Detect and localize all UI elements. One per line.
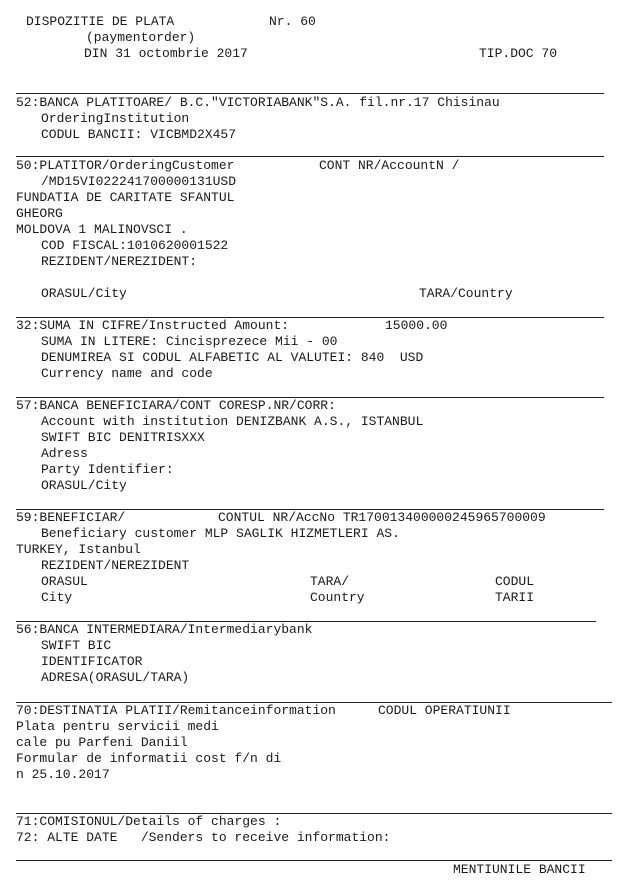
fiscal-code: COD FISCAL:1010620001522: [41, 238, 229, 253]
sender-info-label: 72: ALTE DATE /Senders to receive information:: [16, 830, 391, 845]
resident-label: REZIDENT/NEREZIDENT: [41, 558, 190, 573]
operation-code-label: CODUL OPERATIUNII: [378, 703, 511, 718]
document-title: DISPOZITIE DE PLATA: [26, 14, 175, 29]
bank-code: CODUL BANCII: VICBMD2X457: [41, 127, 237, 142]
city-label: ORASUL: [41, 574, 88, 589]
beneficiary-label: 59:BENEFICIAR/: [16, 510, 126, 525]
remittance-info-label: 70:DESTINATIA PLATII/Remitanceinformation: [16, 703, 336, 718]
payer-address: MOLDOVA 1 MALINOVSCI .: [16, 222, 188, 237]
payment-purpose: Formular de informatii cost f/n di: [16, 751, 282, 766]
amount-in-words: SUMA IN LITERE: Cincisprezece Mii - 00: [41, 334, 338, 349]
document-number: Nr. 60: [269, 14, 316, 29]
country-code-english-label: TARII: [495, 590, 535, 605]
beneficiary-customer: Beneficiary customer MLP SAGLIK HIZMETLERI AS.: [41, 526, 400, 541]
instructed-amount-label: 32:SUMA IN CIFRE/Instructed Amount:: [16, 318, 290, 333]
divider: [16, 156, 604, 157]
currency-code: DENUMIREA SI CODUL ALFABETIC AL VALUTEI: 840 USD: [41, 350, 424, 365]
address-label: Adress: [41, 446, 88, 461]
account-with-institution: Account with institution DENIZBANK A.S., ISTANBUL: [41, 414, 424, 429]
city-label: ORASUL/City: [41, 478, 127, 493]
country-label: TARA/Country: [419, 286, 513, 301]
payment-purpose: Plata pentru servicii medi: [16, 719, 219, 734]
document-title-english: (paymentorder): [86, 30, 196, 45]
charges-details-label: 71:COMISIONUL/Details of charges :: [16, 814, 282, 829]
divider: [16, 860, 612, 861]
beneficiary-bank-label: 57:BANCA BENEFICIARA/CONT CORESP.NR/CORR:: [16, 398, 336, 413]
document-type: TIP.DOC 70: [479, 46, 558, 61]
ordering-bank-line: 52:BANCA PLATITOARE/ B.C."VICTORIABANK"S.A. fil.nr.17 Chisinau: [16, 95, 500, 110]
payment-purpose: n 25.10.2017: [16, 767, 110, 782]
city-label: ORASUL/City: [41, 286, 127, 301]
intermediary-bank-label: 56:BANCA INTERMEDIARA/Intermediarybank: [16, 622, 313, 637]
identifier-label: IDENTIFICATOR: [41, 654, 143, 669]
currency-name-label: Currency name and code: [41, 366, 213, 381]
swift-bic: SWIFT BIC DENITRISXXX: [41, 430, 205, 445]
payment-purpose: cale pu Parfeni Daniil: [16, 735, 188, 750]
ordering-institution-label: OrderingInstitution: [41, 111, 190, 126]
instructed-amount: 15000.00: [385, 318, 448, 333]
payer-name: FUNDATIA DE CARITATE SFANTUL: [16, 190, 235, 205]
beneficiary-account: CONTUL NR/AccNo TR170013400000245965700009: [218, 510, 546, 525]
payer-account: /MD15VI022241700000131USD: [41, 174, 237, 189]
bank-notes-label: MENTIUNILE BANCII: [453, 862, 586, 877]
country-code-label: CODUL: [495, 574, 535, 589]
address-label: ADRESA(ORASUL/TARA): [41, 670, 190, 685]
document-date: DIN 31 octombrie 2017: [84, 46, 248, 61]
swift-bic-label: SWIFT BIC: [41, 638, 112, 653]
party-identifier-label: Party Identifier:: [41, 462, 174, 477]
country-label: TARA/: [310, 574, 350, 589]
divider: [16, 93, 604, 94]
country-english-label: Country: [310, 590, 365, 605]
city-english-label: City: [41, 590, 73, 605]
payer-name-continued: GHEORG: [16, 206, 63, 221]
beneficiary-location: TURKEY, Istanbul: [16, 542, 141, 557]
account-number-label: CONT NR/AccountN /: [319, 158, 460, 173]
resident-label: REZIDENT/NEREZIDENT:: [41, 254, 198, 269]
ordering-customer-label: 50:PLATITOR/OrderingCustomer: [16, 158, 235, 173]
